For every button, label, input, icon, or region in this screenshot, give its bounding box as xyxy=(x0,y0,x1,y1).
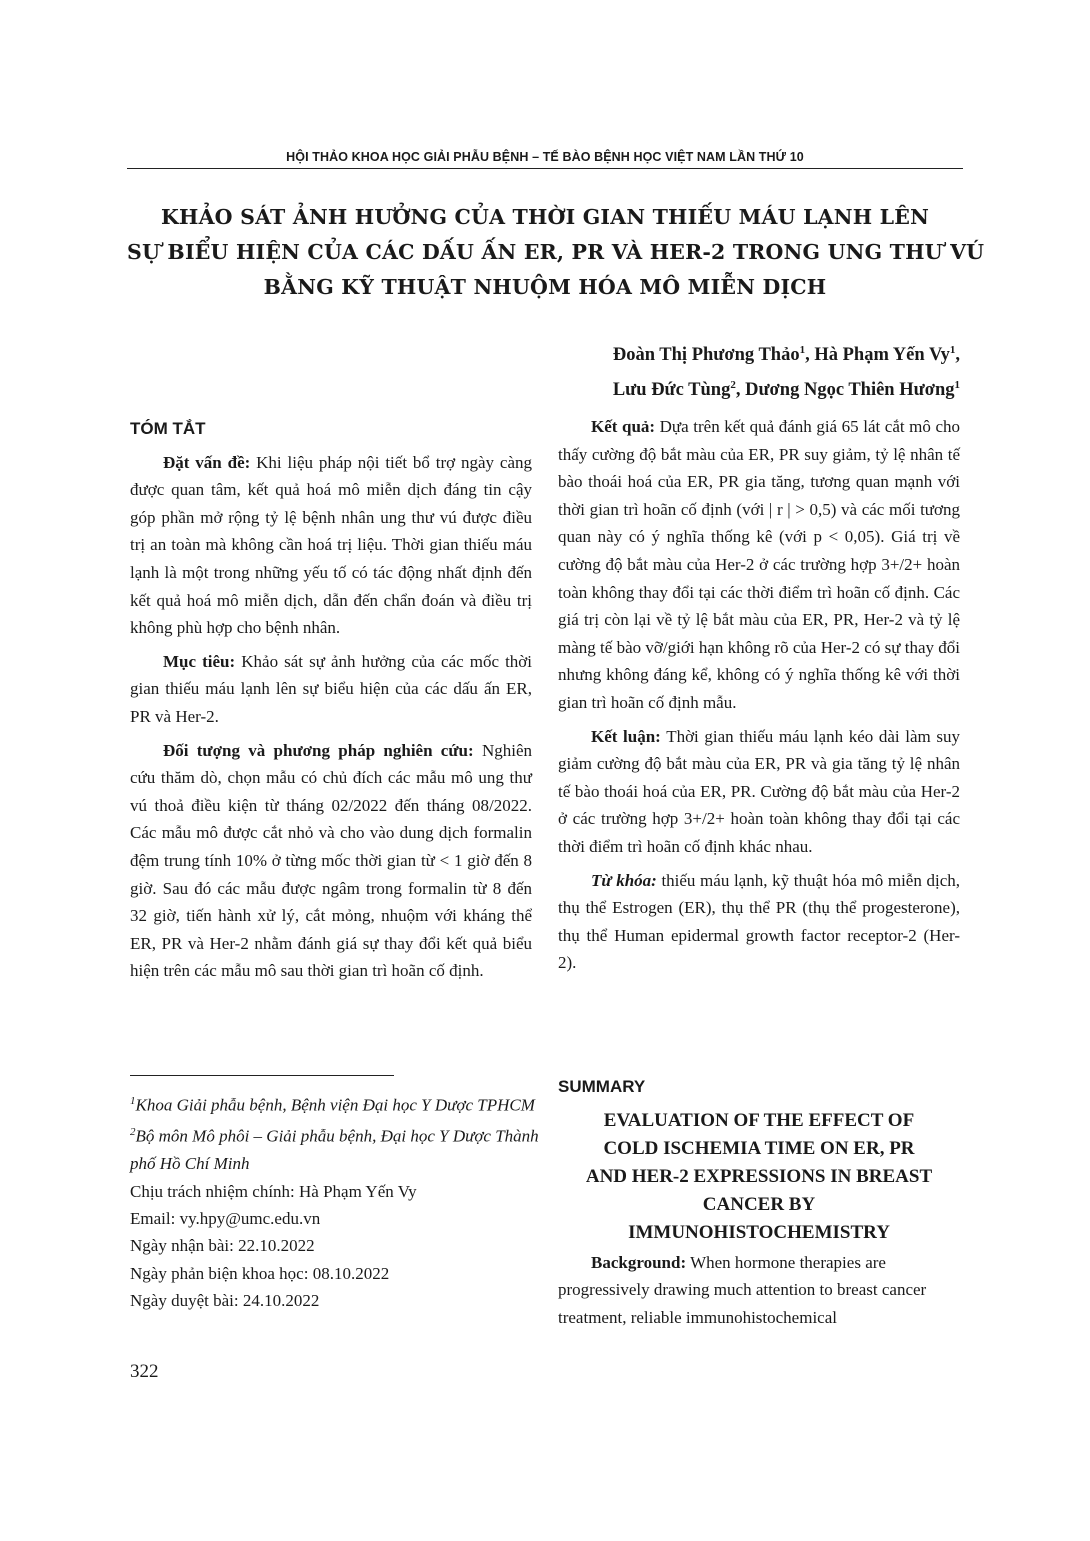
summary-background-text: When hormone therapies are progressively drawing much attention to breast cancer treatment, reliable immunohistochemical xyxy=(558,1252,927,1327)
summary-heading: SUMMARY xyxy=(558,1077,646,1096)
affiliation-mark: 2 xyxy=(130,1126,136,1139)
left-column xyxy=(130,415,532,991)
objective-text: Khảo sát sự ảnh hưởng của các mốc thời gian thiếu máu lạnh lên sự biểu hiện của các dấu ấn ER, PR và Her-2. xyxy=(130,651,533,726)
english-title-line: COLD ISCHEMIA TIME ON ER, PR xyxy=(603,1137,915,1159)
author-list xyxy=(613,335,960,405)
keywords-paragraph xyxy=(558,867,960,977)
author-name: Dương Ngọc Thiên Hương xyxy=(745,380,955,401)
affiliation-mark: 1 xyxy=(130,1095,136,1107)
objective-label: Mục tiêu: xyxy=(163,651,236,671)
received-date: Ngày nhận bài: 22.10.2022 xyxy=(130,1236,315,1256)
summary-block xyxy=(558,1073,960,1337)
affiliation-1-text: Khoa Giải phẫu bệnh, Bệnh viện Đại học Y Dược TPHCM xyxy=(135,1095,535,1115)
results-paragraph xyxy=(558,413,960,717)
keywords-label: Từ khóa: xyxy=(591,870,657,890)
footnote-rule xyxy=(130,1075,394,1076)
methods-paragraph xyxy=(130,737,532,985)
english-title xyxy=(558,1107,960,1247)
author-line: Lưu Đức Tùng$^2$, Dương Ngọc Thiên Hương$^1$ xyxy=(612,379,960,401)
summary-background-label: Background: xyxy=(591,1252,687,1272)
background-label: Đặt vấn đề: xyxy=(163,452,251,472)
header-rule xyxy=(127,168,963,169)
article-title xyxy=(127,200,985,305)
title-line: KHẢO SÁT ẢNH HƯỞNG CỦA THỜI GIAN THIẾU MÁU LẠNH LÊN xyxy=(160,205,930,229)
background-paragraph xyxy=(130,449,532,642)
email-line: Email: vy.hpy@umc.edu.vn xyxy=(130,1208,321,1228)
methods-text: Nghiên cứu thăm dò, chọn mẫu có chủ đích các mẫu mô ung thư vú thoả điều kiện từ tháng 02/2022 đến tháng 08/2022. Các mẫu mô được cắt nhỏ và cho vào dung dịch formalin đệm trung tính 10% ở từng mốc thời gian từ < 1 giờ đến 8 giờ. Sau đó các mẫu được ngâm trong formalin từ 8 đến 32 giờ, tiến hành xử lý, cắt mỏng, nhuộm với kháng thể ER, PR và Her-2 nhằm đánh giá sự thay đổi kết quả biểu hiện trên các mẫu mô sau thời gian trì hoãn cố định. xyxy=(130,740,533,981)
author-affiliation-mark: 1 xyxy=(799,344,806,356)
title-line: SỰ BIỂU HIỆN CỦA CÁC DẤU ẤN ER, PR VÀ HER-2 TRONG UNG THƯ VÚ xyxy=(127,240,985,264)
objective-paragraph xyxy=(130,648,532,731)
affiliation-1 xyxy=(130,1088,540,1119)
affiliation-2-text: Bộ môn Mô phôi – Giải phẫu bệnh, Đại học Y Dược Thành phố Hồ Chí Minh xyxy=(130,1126,539,1174)
reviewed-date: Ngày phản biện khoa học: 08.10.2022 xyxy=(130,1263,390,1283)
author-name: Hà Phạm Yến Vy xyxy=(814,345,950,366)
author-affiliation-mark: 1 xyxy=(954,379,960,392)
corresponding-author: Chịu trách nhiệm chính: Hà Phạm Yến Vy xyxy=(130,1181,417,1201)
running-header: HỘI THẢO KHOA HỌC GIẢI PHẪU BỆNH – TẾ BÀO BỆNH HỌC VIỆT NAM LẦN THỨ 10 xyxy=(286,150,804,164)
english-title-line: CANCER BY xyxy=(702,1193,816,1215)
keywords-text: thiếu máu lạnh, kỹ thuật hóa mô miễn dịch, thụ thể Estrogen (ER), thụ thể PR (thụ thể progesterone), thụ thể Human epidermal growth factor receptor-2 (Her-2). xyxy=(558,870,960,973)
right-column xyxy=(558,413,960,983)
author-name: Lưu Đức Tùng xyxy=(612,380,731,401)
english-title-line: IMMUNOHISTOCHEMISTRY xyxy=(628,1221,890,1243)
background-text: Khi liệu pháp nội tiết bổ trợ ngày càng được quan tâm, kết quả hoá mô miễn dịch đáng tin cậy góp phần mở rộng tỷ lệ bệnh nhân ung thư vú được điều trị an toàn mà không cần hoá trị liệu. Thời gian thiếu máu lạnh là một trong những yếu tố có tác động nhất định đến kết quả hoá mô miễn dịch, dẫn đến chẩn đoán và điều trị không phù hợp cho bệnh nhân. xyxy=(130,452,532,638)
conclusion-label: Kết luận: xyxy=(591,726,661,746)
accepted-date: Ngày duyệt bài: 24.10.2022 xyxy=(130,1291,320,1311)
author-name: Đoàn Thị Phương Thảo xyxy=(612,345,800,366)
author-affiliation-mark: 2 xyxy=(730,379,736,392)
affiliation-2 xyxy=(130,1119,540,1177)
english-title-line: AND HER-2 EXPRESSIONS IN BREAST xyxy=(585,1165,933,1187)
page-number: 322 xyxy=(130,1361,159,1382)
title-line: BẰNG KỸ THUẬT NHUỘM HÓA MÔ MIỄN DỊCH xyxy=(263,275,827,299)
english-title-line: EVALUATION OF THE EFFECT OF xyxy=(603,1109,915,1131)
results-label: Kết quả: xyxy=(591,417,656,436)
author-affiliation-mark: 1 xyxy=(949,344,956,356)
author-line: Đoàn Thị Phương Thảo$^1$, Hà Phạm Yến Vy$^1$, xyxy=(612,344,960,366)
summary-background-paragraph xyxy=(558,1249,960,1332)
methods-label: Đối tượng và phương pháp nghiên cứu: xyxy=(163,740,474,760)
results-text: Dựa trên kết quả đánh giá 65 lát cắt mô cho thấy cường độ bắt màu của ER, PR suy giảm, tỷ lệ nhân tế bào thoái hoá của ER, PR gia tăng, tương quan mạnh với thời gian trì hoãn cố định (với | r | > 0,5) và các mối tương quan này có ý nghĩa thống kê (với p < 0,05). Giá trị về cường độ bắt màu của Her-2 ở các trường hợp 3+/2+ hoàn toàn không thay đổi tại các thời điểm trì hoãn cố định. Các giá trị còn lại về tỷ lệ bắt màu của ER, PR, Her-2 và tỷ lệ màng tế bào vỡ/giới hạn không rõ của Her-2 có sự thay đổi nhưng không đáng kể, không có ý nghĩa thống kê với thời gian trì hoãn cố định mẫu. xyxy=(558,417,961,712)
conclusion-text: Thời gian thiếu máu lạnh kéo dài làm suy giảm cường độ bắt màu của ER, PR và gia tăng tỷ lệ nhân tế bào thoái hoá của ER, PR. Cường độ bắt màu của Her-2 ở các trường hợp 3+/2+ hoàn toàn không thay đổi tại các thời điểm trì hoãn cố định khác nhau. xyxy=(558,726,960,856)
footnotes xyxy=(130,1088,540,1315)
abstract-heading: TÓM TẮT xyxy=(130,419,206,438)
conclusion-paragraph xyxy=(558,723,960,861)
